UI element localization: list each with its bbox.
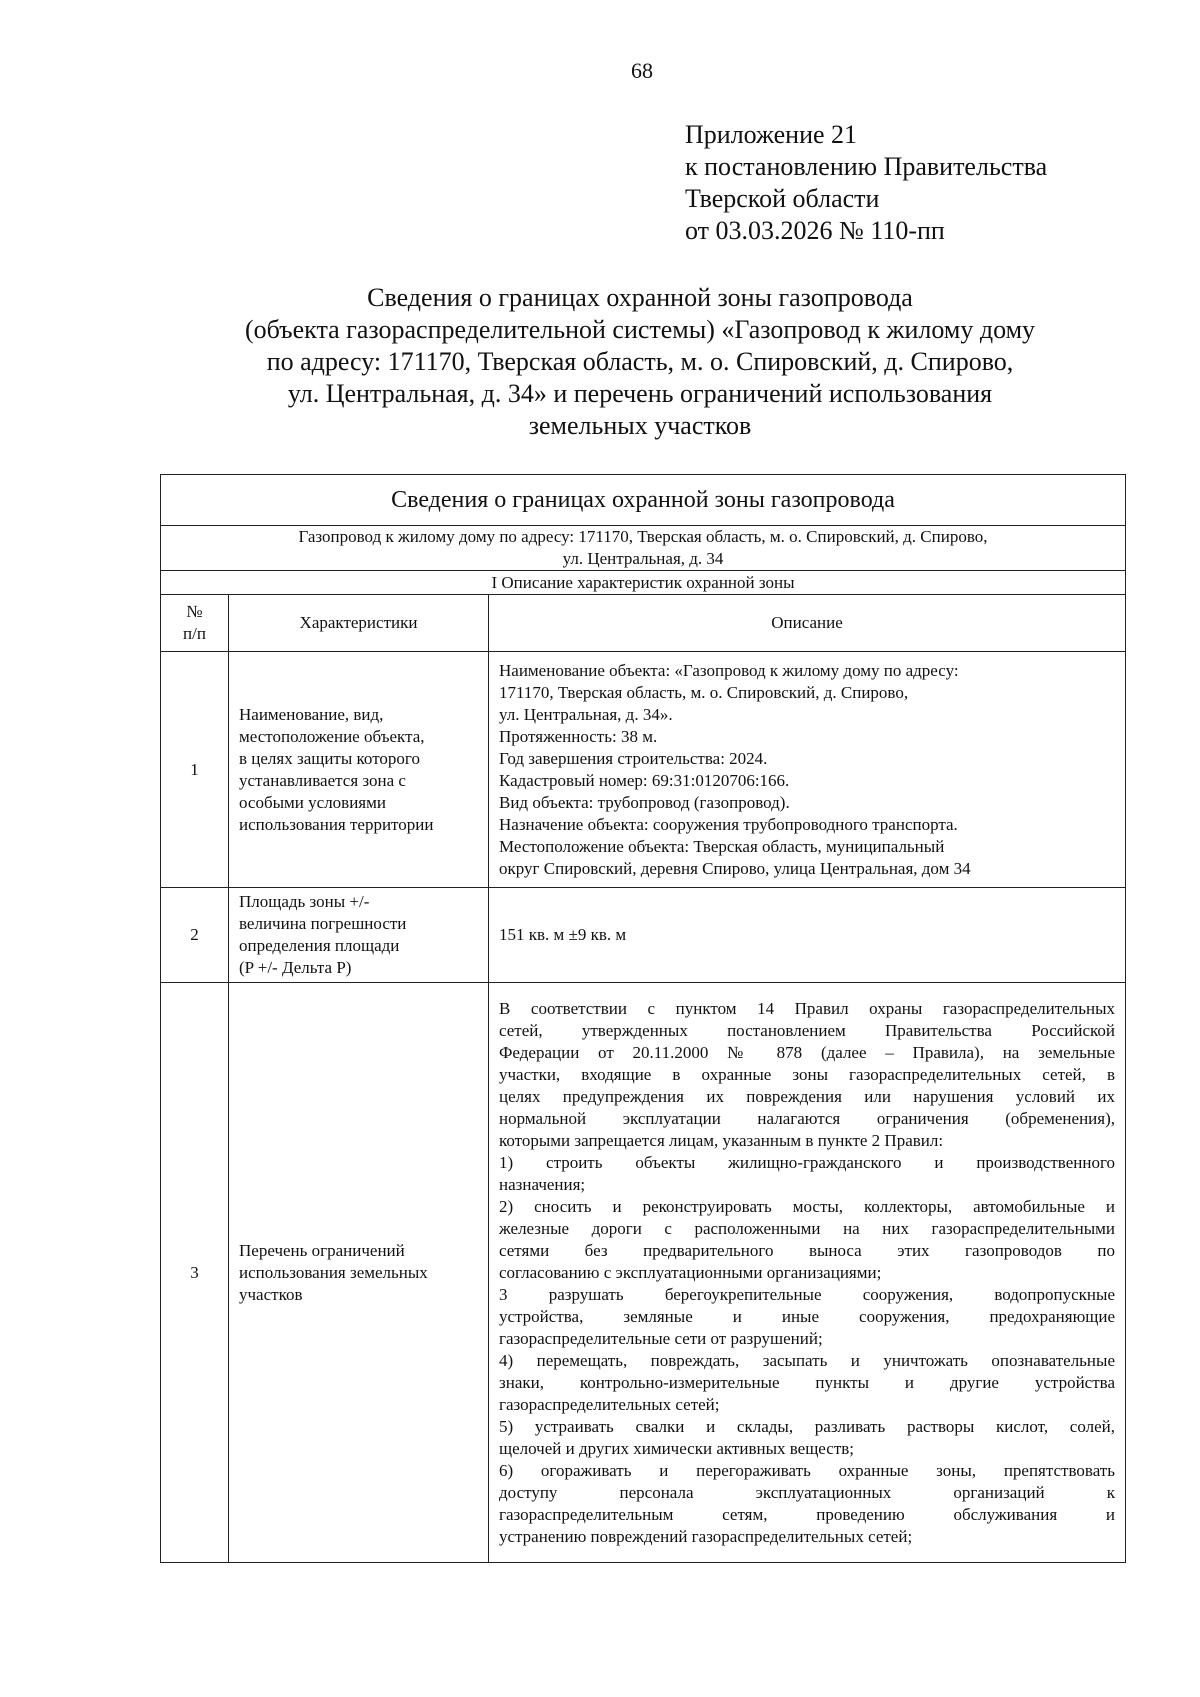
text-line: доступу персонала эксплуатационных организаций к <box>499 1482 1115 1502</box>
text-line: участков <box>239 1284 303 1304</box>
table-subtitle <box>161 526 1126 571</box>
table-row <box>161 652 1126 888</box>
title-line: (объекта газораспределительной системы) «Газопровод к жилому дому <box>244 315 1036 344</box>
row-characteristic <box>229 983 489 1563</box>
title-line: по адресу: 171170, Тверская область, м. о. Спировский, д. Спирово, <box>266 347 1014 376</box>
row-description <box>489 983 1126 1563</box>
text-line: Протяженность: 38 м. <box>499 726 658 746</box>
text-line: газораспределительные сети от разрушений; <box>499 1328 823 1348</box>
row-number: 3 <box>161 983 229 1563</box>
appendix-block <box>685 119 1047 247</box>
text-line: 4) перемещать, повреждать, засыпать и уничтожать опознавательные <box>499 1350 1115 1370</box>
text-line: газораспределительных сетей; <box>499 1394 720 1414</box>
subtitle-line: ул. Центральная, д. 34 <box>562 549 724 568</box>
header-characteristics: Характеристики <box>229 595 489 652</box>
title-line: Сведения о границах охранной зоны газопровода <box>367 283 913 312</box>
text-line: определения площади <box>239 936 400 955</box>
table-row <box>161 888 1126 983</box>
text-line: которыми запрещается лицам, указанным в пункте 2 Правил: <box>499 1130 944 1150</box>
text-line: знаки, контрольно-измерительные пункты и другие устройства <box>499 1372 1115 1392</box>
document-title <box>160 282 1120 442</box>
text-line: ул. Центральная, д. 34». <box>499 704 673 724</box>
text-line: Федерации от 20.11.2000 № 878 (далее – Правила), на земельные <box>499 1042 1115 1062</box>
text-line: особыми условиями <box>239 792 386 812</box>
text-line: Местоположение объекта: Тверская область, муниципальный <box>499 836 945 856</box>
text-line: Наименование объекта: «Газопровод к жилому дому по адресу: <box>499 660 959 680</box>
table-title: Сведения о границах охранной зоны газопровода <box>161 475 1126 526</box>
text-line: 1) строить объекты жилищно-гражданского и производственного <box>499 1152 1115 1172</box>
text-line: округ Спировский, деревня Спирово, улица Центральная, дом 34 <box>499 858 971 878</box>
row-characteristic <box>229 888 489 983</box>
section-heading: I Описание характеристик охранной зоны <box>161 571 1126 595</box>
text-line: сетей, утвержденных постановлением Правительства Российской <box>499 1020 1115 1040</box>
row-number: 1 <box>161 652 229 888</box>
table-row <box>161 983 1126 1563</box>
text-line: Наименование, вид, <box>239 704 384 724</box>
text-line: 2) сносить и реконструировать мосты, коллекторы, автомобильные и <box>499 1196 1115 1216</box>
text-line: устранению повреждений газораспределительных сетей; <box>499 1526 913 1546</box>
page-number: 68 <box>631 58 653 83</box>
header-number-line: п/п <box>183 624 206 643</box>
text-line: устанавливается зона с <box>239 770 406 790</box>
appendix-line: Тверской области <box>685 184 880 213</box>
text-line: щелочей и других химически активных веществ; <box>499 1438 854 1458</box>
text-line: величина погрешности <box>239 914 407 933</box>
zone-info-table <box>160 474 1126 1563</box>
text-line: 5) устраивать свалки и склады, разливать растворы кислот, солей, <box>499 1416 1115 1436</box>
text-line: Назначение объекта: сооружения трубопроводного транспорта. <box>499 814 958 834</box>
text-line: (P +/- Дельта P) <box>239 958 352 977</box>
text-line: целях предупреждения их повреждения или нарушения условий их <box>499 1086 1115 1106</box>
text-line: Год завершения строительства: 2024. <box>499 748 768 768</box>
text-line: газораспределительным сетям, проведению обслуживания и <box>499 1504 1115 1524</box>
text-line: использования земельных <box>239 1262 428 1282</box>
text-line: устройства, земляные и иные сооружения, предохраняющие <box>499 1306 1115 1326</box>
text-line: сетями без предварительного выноса этих газопроводов по <box>499 1240 1115 1260</box>
header-description: Описание <box>489 595 1126 652</box>
text-line: В соответствии с пунктом 14 Правил охраны газораспределительных <box>499 998 1115 1018</box>
text-line: Площадь зоны +/- <box>239 892 370 911</box>
row-description <box>489 652 1126 888</box>
title-line: ул. Центральная, д. 34» и перечень ограничений использования <box>287 379 993 408</box>
subtitle-line: Газопровод к жилому дому по адресу: 171170, Тверская область, м. о. Спировский, д. Спирово, <box>298 527 988 546</box>
text-line: назначения; <box>499 1174 586 1194</box>
text-line: использования территории <box>239 814 434 834</box>
row-description: 151 кв. м ±9 кв. м <box>489 888 1126 983</box>
header-number-line: № <box>186 602 203 621</box>
text-line: нормальной эксплуатации налагаются ограничения (обременения), <box>499 1108 1115 1128</box>
text-line: Вид объекта: трубопровод (газопровод). <box>499 792 790 812</box>
text-line: согласованию с эксплуатационными организациями; <box>499 1262 882 1282</box>
text-line: участки, входящие в охранные зоны газораспределительных сетей, в <box>499 1064 1115 1084</box>
row-characteristic <box>229 652 489 888</box>
text-line: 171170, Тверская область, м. о. Спировский, д. Спирово, <box>499 682 909 702</box>
appendix-line: от 03.03.2026 № 110-пп <box>685 216 945 245</box>
row-number: 2 <box>161 888 229 983</box>
header-number <box>161 595 229 652</box>
appendix-line: Приложение 21 <box>685 120 858 149</box>
text-line: в целях защиты которого <box>239 748 420 768</box>
text-line: железные дороги с расположенными на них газораспределительными <box>499 1218 1115 1238</box>
text-line: местоположение объекта, <box>239 726 425 746</box>
appendix-line: к постановлению Правительства <box>685 152 1048 181</box>
text-line: 6) огораживать и перегораживать охранные зоны, препятствовать <box>499 1460 1115 1480</box>
text-line: Кадастровый номер: 69:31:0120706:166. <box>499 770 790 790</box>
title-line: земельных участков <box>528 411 752 440</box>
text-line: Перечень ограничений <box>239 1240 405 1260</box>
text-line: 3 разрушать берегоукрепительные сооружения, водопропускные <box>499 1284 1115 1304</box>
